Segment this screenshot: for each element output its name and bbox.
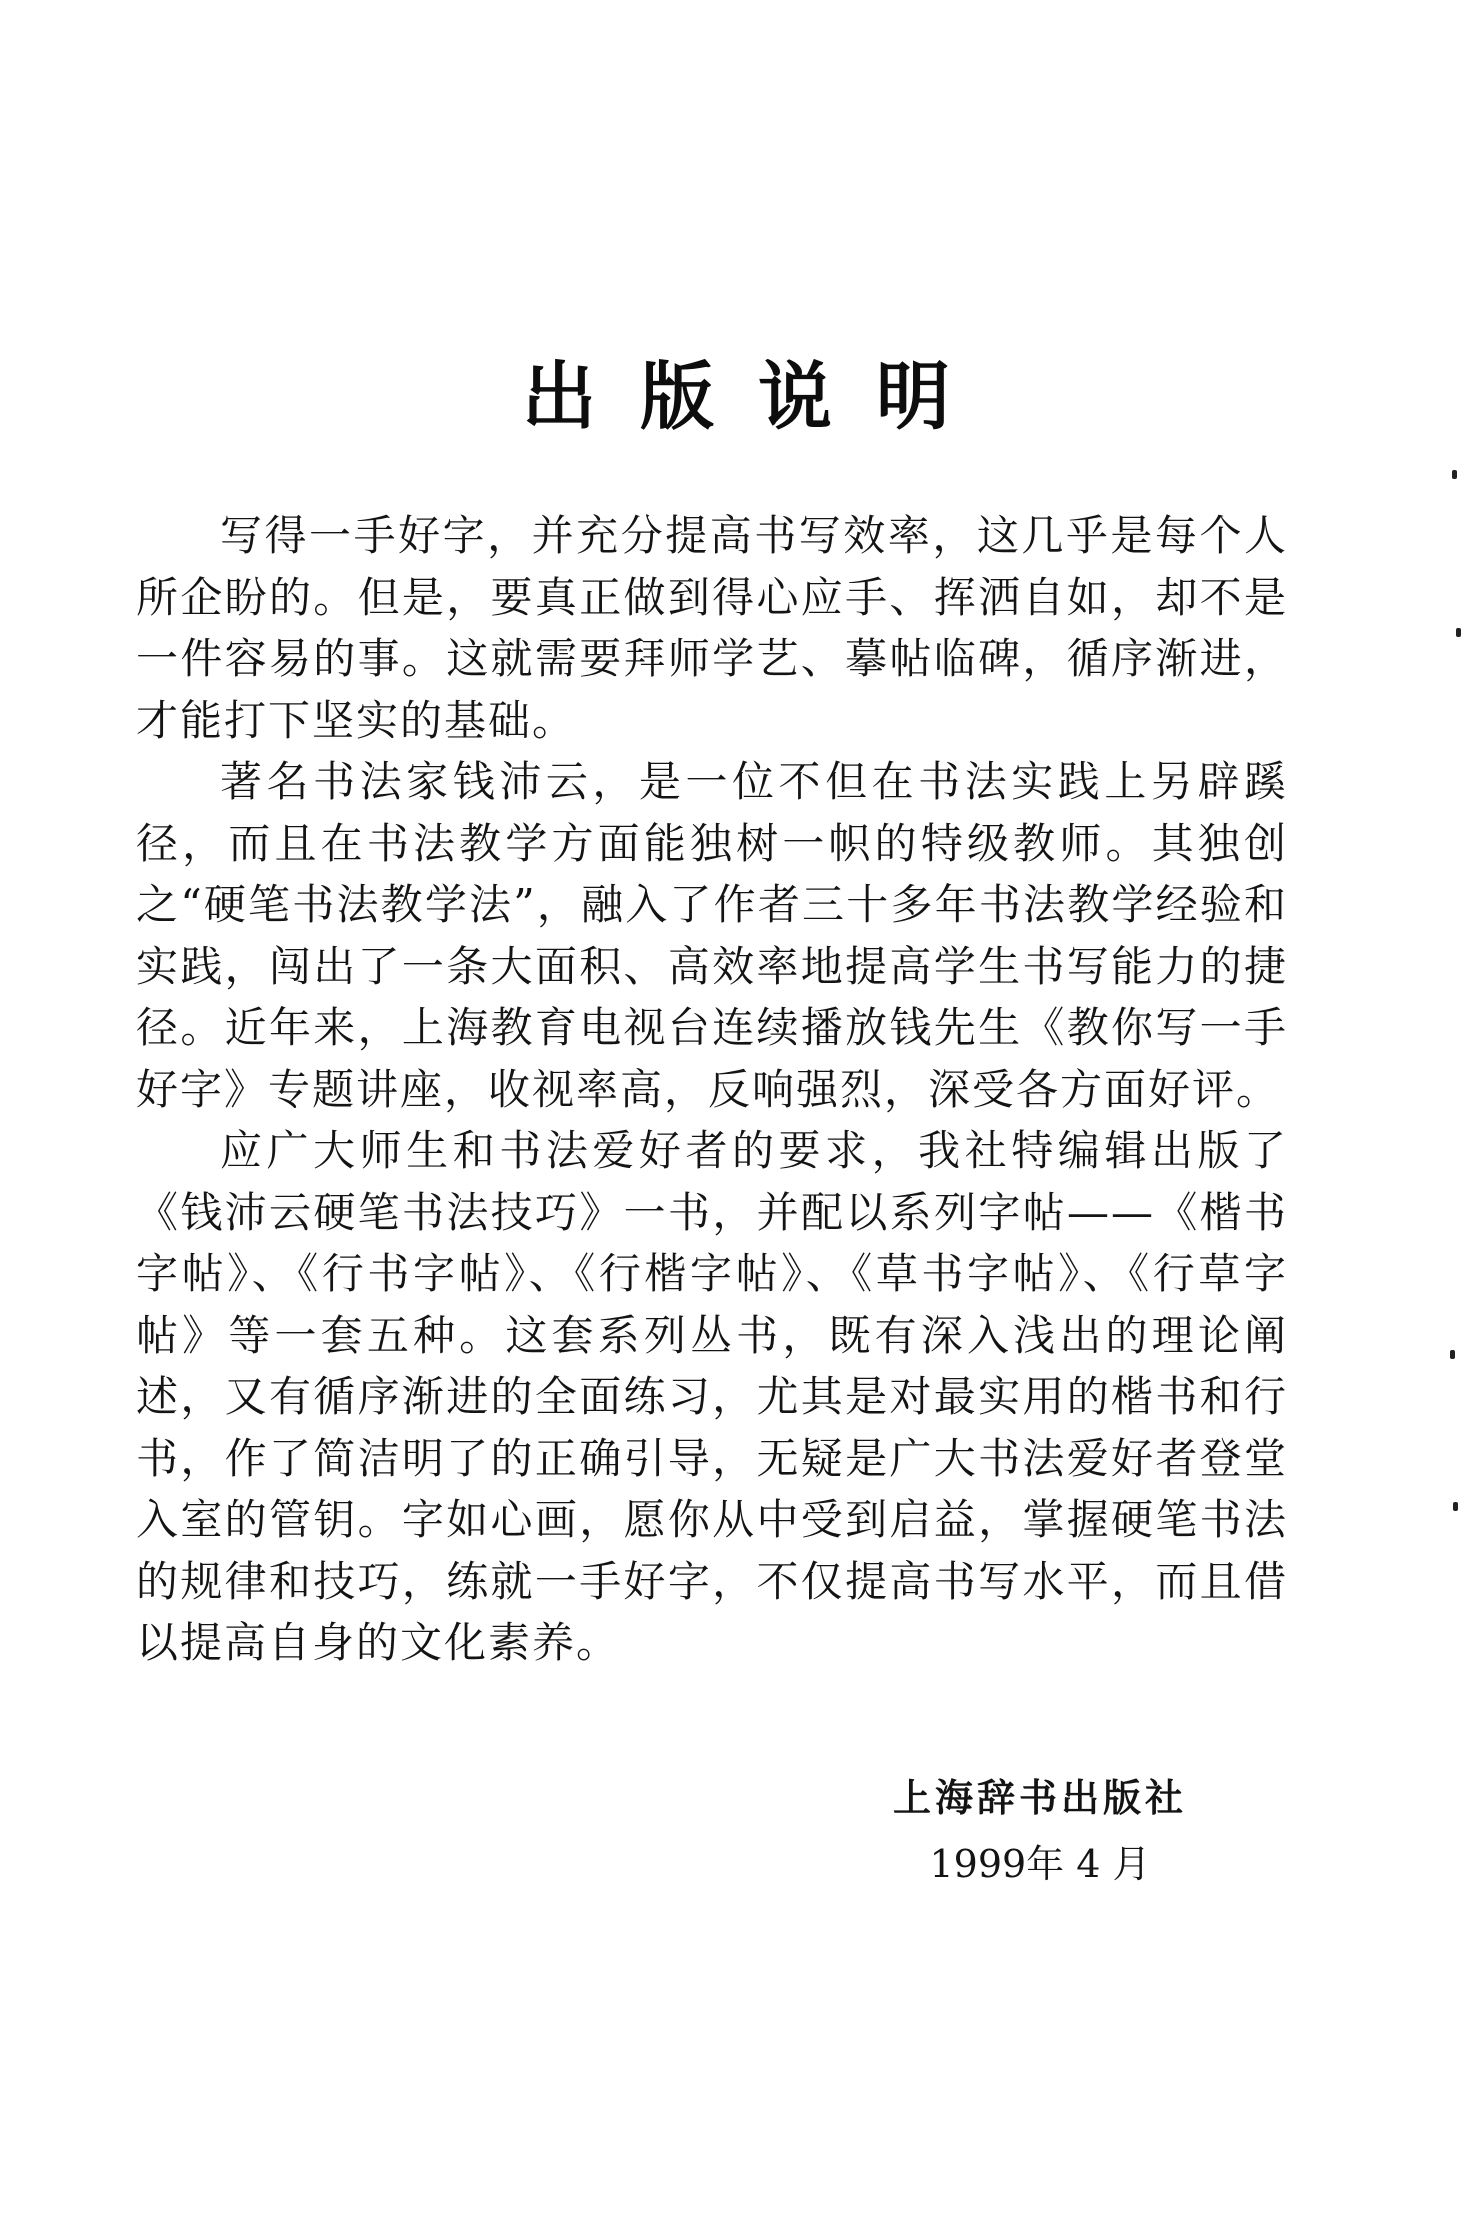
scan-speck [1450, 1350, 1455, 1359]
paragraph-1: 写得一手好字，并充分提高书写效率，这几乎是每个人所企盼的。但是，要真正做到得心应手、挥洒自如，却不是一件容易的事。这就需要拜师学艺、摹帖临碑，循序渐进，才能打下坚实的基础。 [136, 511, 1288, 745]
paragraph-2: 著名书法家钱沛云，是一位不但在书法实践上另辟蹊径，而且在书法教学方面能独树一帜的特级教师。其独创之“硬笔书法教学法”，融入了作者三十多年书法教学经验和实践，闯出了一条大面积、高效率地提高学生书写能力的捷径。近年来，上海教育电视台连续播放钱先生《教你写一手好字》专题讲座，收视率高，反响强烈，深受各方面好评。 [136, 757, 1288, 1114]
body-text [136, 505, 1288, 1674]
scan-speck [1452, 470, 1457, 479]
scan-speck [1456, 628, 1461, 637]
paragraph-3: 应广大师生和书法爱好者的要求，我社特编辑出版了《钱沛云硬笔书法技巧》一书，并配以系列字帖——《楷书字帖》、《行书字帖》、《行楷字帖》、《草书字帖》、《行草字帖》等一套五种。这套系列丛书，既有深入浅出的理论阐述，又有循序渐进的全面练习，尤其是对最实用的楷书和行书，作了简洁明了的正确引导，无疑是广大书法爱好者登堂入室的管钥。字如心画，愿你从中受到启益，掌握硬笔书法的规律和技巧，练就一手好字，不仅提高书写水平，而且借以提高自身的文化素养。 [136, 1126, 1288, 1667]
signature-block [880, 1768, 1200, 1894]
publisher-name: 上海辞书出版社 [892, 1776, 1187, 1820]
publication-date: 1999年 4 月 [929, 1842, 1151, 1886]
scan-speck [1453, 1502, 1458, 1511]
page-title: 出版说明 [522, 354, 994, 440]
